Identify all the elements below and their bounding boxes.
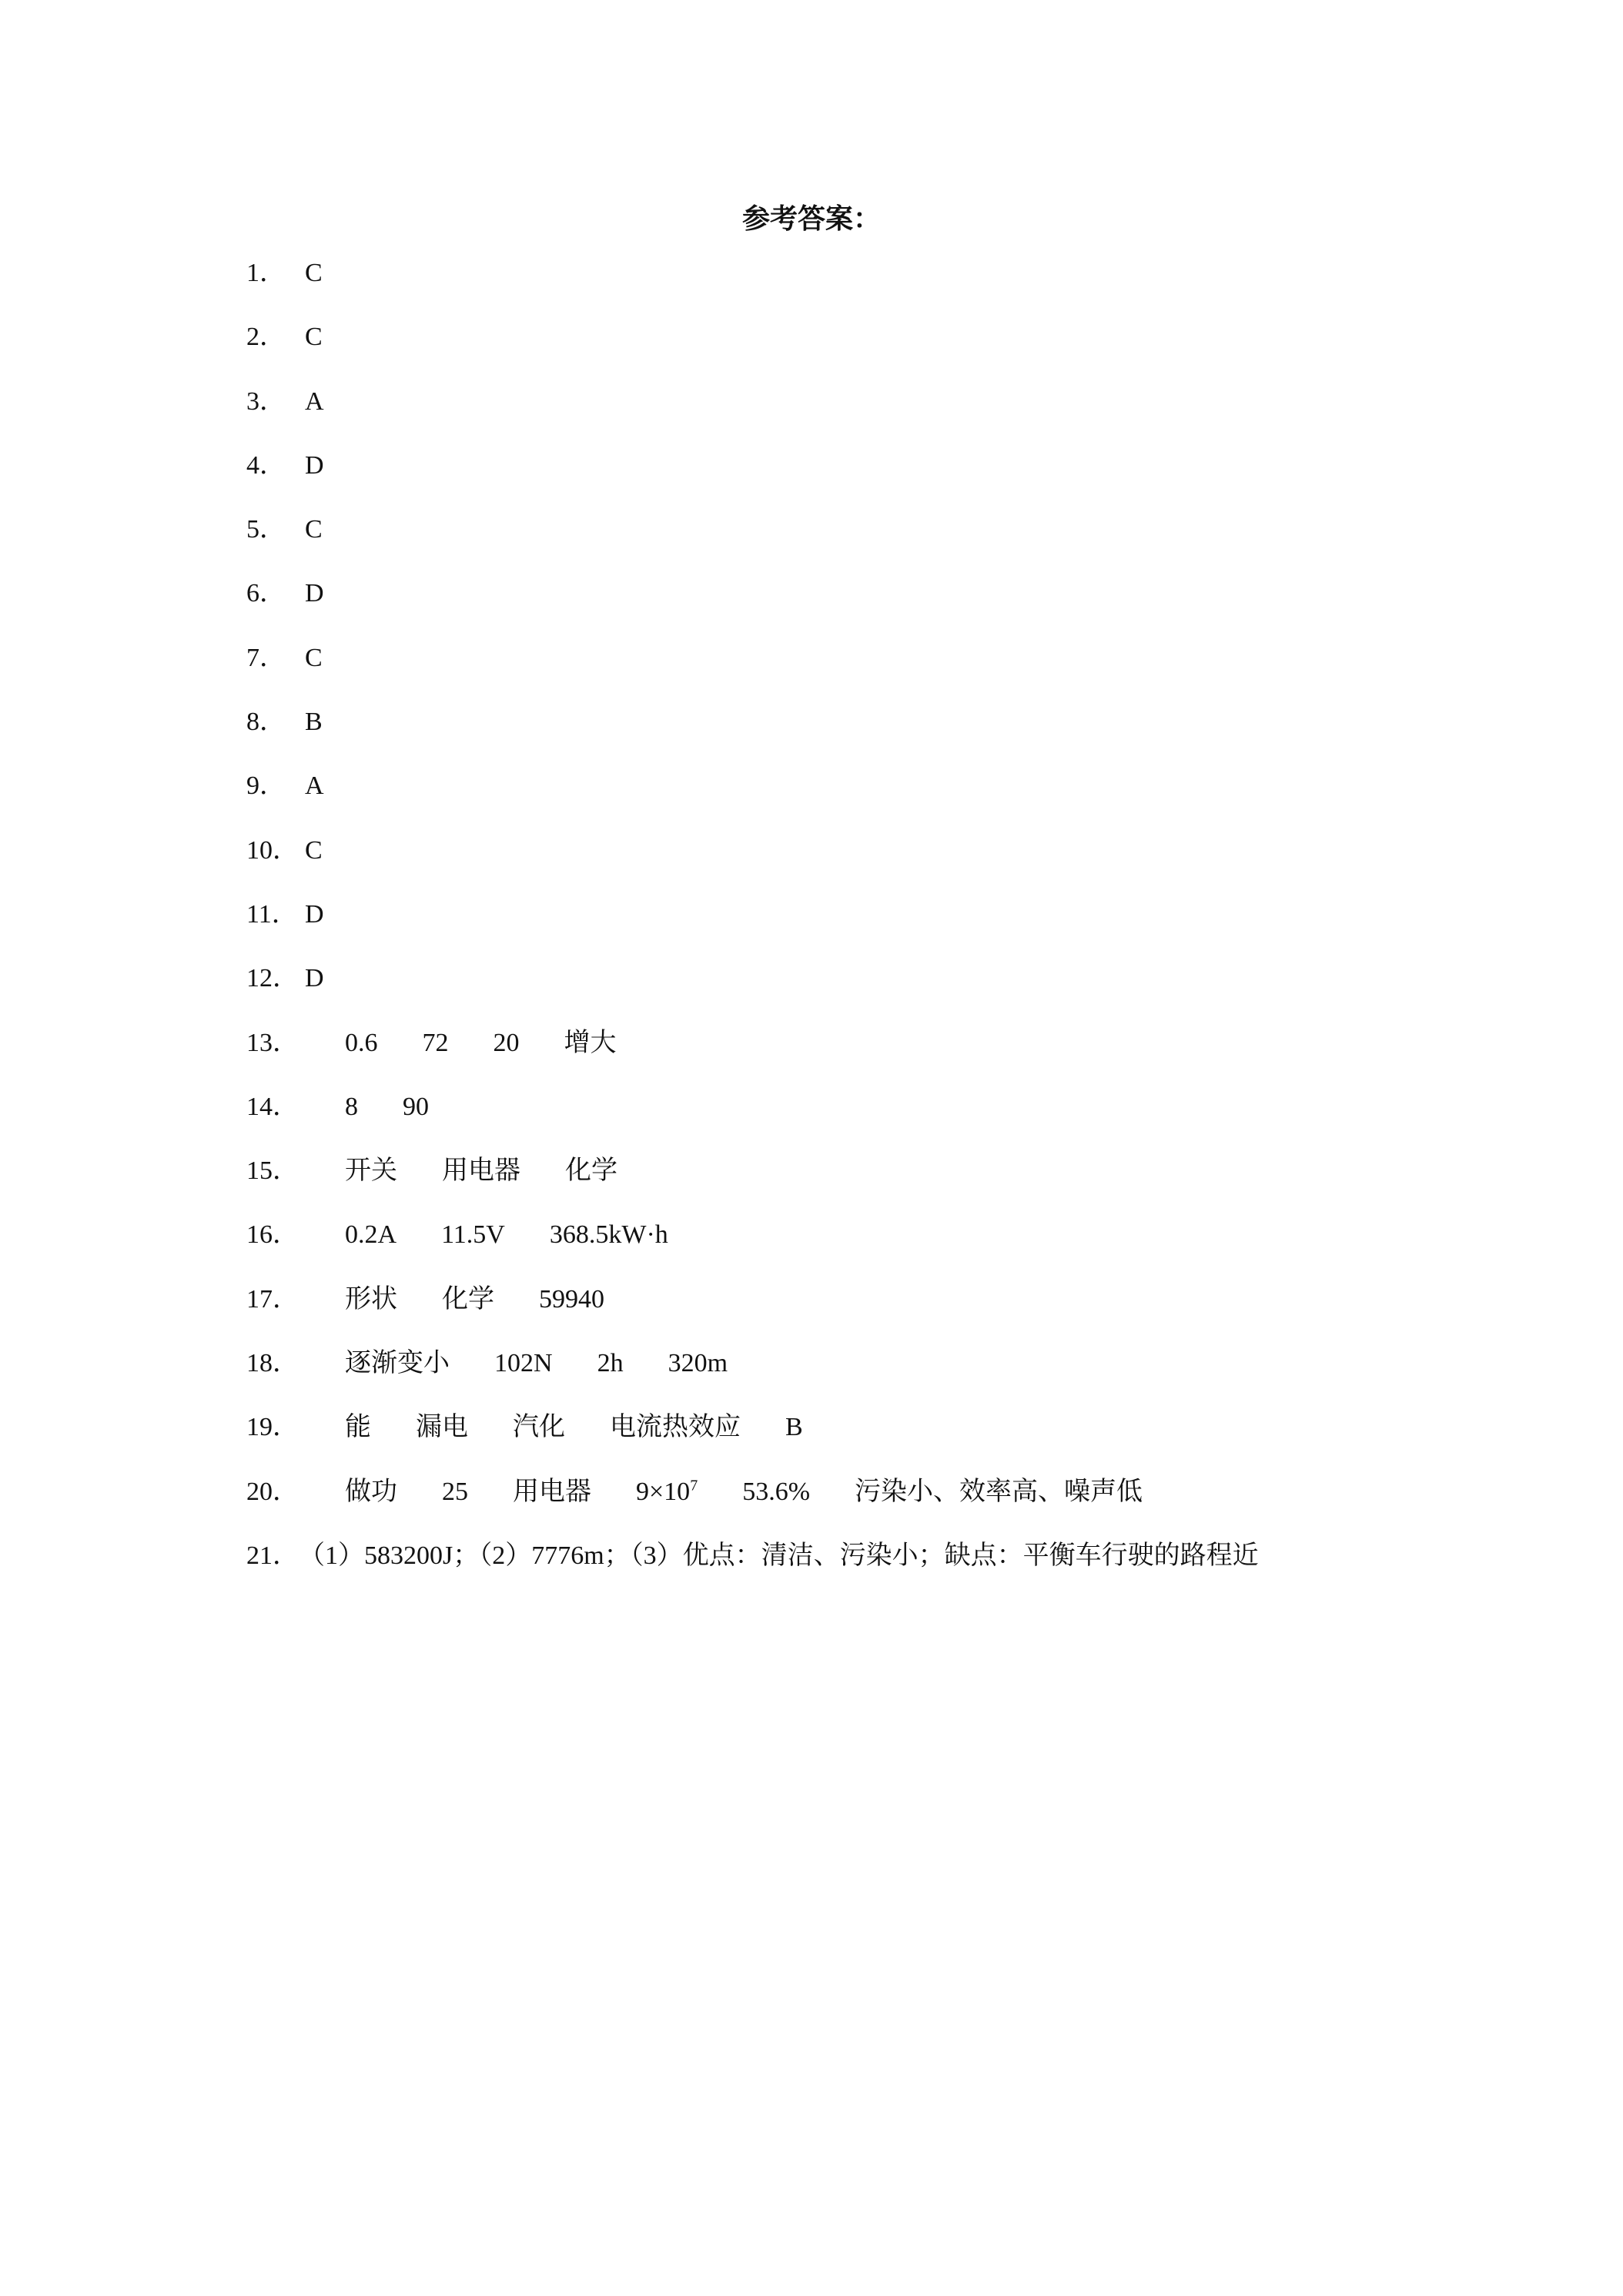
question-number: 20． (246, 1477, 299, 1506)
question-number: 15． (246, 1156, 299, 1186)
fill-answers (345, 1407, 803, 1448)
page-title: 参考答案： (741, 203, 881, 235)
question-number: 10． (246, 835, 299, 865)
fill-value: 2h (597, 1349, 624, 1378)
question-number: 21． (246, 1541, 299, 1570)
question-number: 9． (246, 771, 286, 801)
answer-value: A (305, 387, 324, 416)
answer-row-5 (246, 509, 1571, 573)
question-number: 12． (246, 964, 299, 993)
fill-value: 368.5kW·h (549, 1220, 668, 1250)
answer-text: （1）583200J；（2）7776m；（3）优点：清洁、污染小；缺点：平衡车行驶的路程近 (299, 1541, 1259, 1570)
fill-value: 90 (403, 1092, 429, 1121)
answer-row-4 (246, 445, 1571, 509)
answer-row-7 (246, 638, 1571, 701)
fill-value: 0.2A (345, 1220, 397, 1250)
fill-value: 用电器 (513, 1477, 591, 1506)
answer-row-17 (246, 1279, 1571, 1343)
answer-row-20 (246, 1471, 1571, 1535)
answer-row-18 (246, 1343, 1571, 1407)
answer-row-16 (246, 1214, 1571, 1278)
answer-row-19 (246, 1407, 1571, 1471)
fill-value: 59940 (539, 1284, 604, 1314)
answer-value: D (305, 964, 324, 993)
fill-value: 漏电 (416, 1413, 468, 1442)
question-number: 13． (246, 1028, 299, 1057)
answer-row-9 (246, 765, 1571, 829)
fill-value: 增大 (564, 1028, 617, 1057)
answer-row-10 (246, 830, 1571, 894)
answer-value: C (305, 835, 323, 865)
question-number: 1． (246, 259, 286, 287)
answer-value: D (305, 579, 324, 608)
answer-row-15 (246, 1150, 1571, 1214)
fill-value: 53.6% (742, 1477, 811, 1506)
fill-value-exponent: 7 (690, 1477, 698, 1494)
question-number: 8． (246, 708, 286, 737)
fill-value: 25 (442, 1477, 468, 1506)
fill-value: B (785, 1413, 803, 1442)
answer-row-12 (246, 958, 1571, 1022)
fill-value-scientific (636, 1471, 698, 1513)
fill-answers (345, 1279, 604, 1320)
fill-value: 电流热效应 (610, 1413, 741, 1442)
fill-answers (345, 1471, 1143, 1513)
fill-value: 102N (494, 1349, 553, 1378)
answer-row-1 (246, 253, 1571, 316)
answer-row-21 (246, 1535, 1571, 1599)
fill-value: 汽化 (513, 1413, 565, 1442)
answer-row-6 (246, 573, 1571, 637)
fill-value: 做功 (345, 1477, 397, 1506)
fill-answers (345, 1343, 728, 1384)
fill-value: 开关 (345, 1156, 397, 1186)
fill-answers (345, 1086, 429, 1128)
fill-value: 污染小、效率高、噪声低 (855, 1477, 1143, 1506)
answer-row-2 (246, 316, 1571, 380)
fill-value-base: 9×10 (636, 1477, 691, 1506)
fill-value: 用电器 (442, 1156, 520, 1186)
fill-answers (345, 1150, 617, 1192)
answer-row-3 (246, 381, 1571, 445)
answer-row-8 (246, 701, 1571, 765)
question-number: 19． (246, 1413, 299, 1442)
question-number: 3． (246, 387, 286, 416)
question-number: 6． (246, 579, 286, 608)
answer-value: D (305, 450, 324, 480)
fill-value: 化学 (442, 1284, 494, 1314)
answer-row-11 (246, 894, 1571, 958)
question-number: 5． (246, 515, 286, 544)
answer-row-13 (246, 1022, 1571, 1086)
fill-answers (345, 1214, 668, 1256)
answer-value: C (305, 643, 323, 672)
answer-list (246, 253, 1571, 1599)
answer-value: A (305, 771, 324, 801)
question-number: 18． (246, 1349, 299, 1378)
fill-value: 能 (345, 1413, 371, 1442)
fill-value: 320m (668, 1349, 728, 1378)
question-number: 7． (246, 643, 286, 672)
question-number: 17． (246, 1284, 299, 1314)
fill-value: 8 (345, 1092, 358, 1121)
fill-value: 0.6 (345, 1028, 378, 1057)
fill-answers (345, 1022, 617, 1064)
answer-value: D (305, 899, 324, 929)
question-number: 11． (246, 899, 298, 929)
question-number: 14． (246, 1092, 299, 1121)
fill-value: 逐渐变小 (345, 1349, 450, 1378)
question-number: 2． (246, 323, 286, 352)
fill-value: 化学 (565, 1156, 617, 1186)
fill-value: 11.5V (441, 1220, 505, 1250)
answer-value: C (305, 515, 323, 544)
answer-value: C (305, 323, 323, 352)
fill-value: 形状 (345, 1284, 397, 1314)
fill-value: 20 (493, 1028, 520, 1057)
answer-value: B (305, 708, 323, 737)
fill-value: 72 (422, 1028, 449, 1057)
answer-row-14 (246, 1086, 1571, 1150)
answer-value: C (305, 259, 323, 287)
question-number: 4． (246, 450, 286, 480)
question-number: 16． (246, 1220, 299, 1250)
